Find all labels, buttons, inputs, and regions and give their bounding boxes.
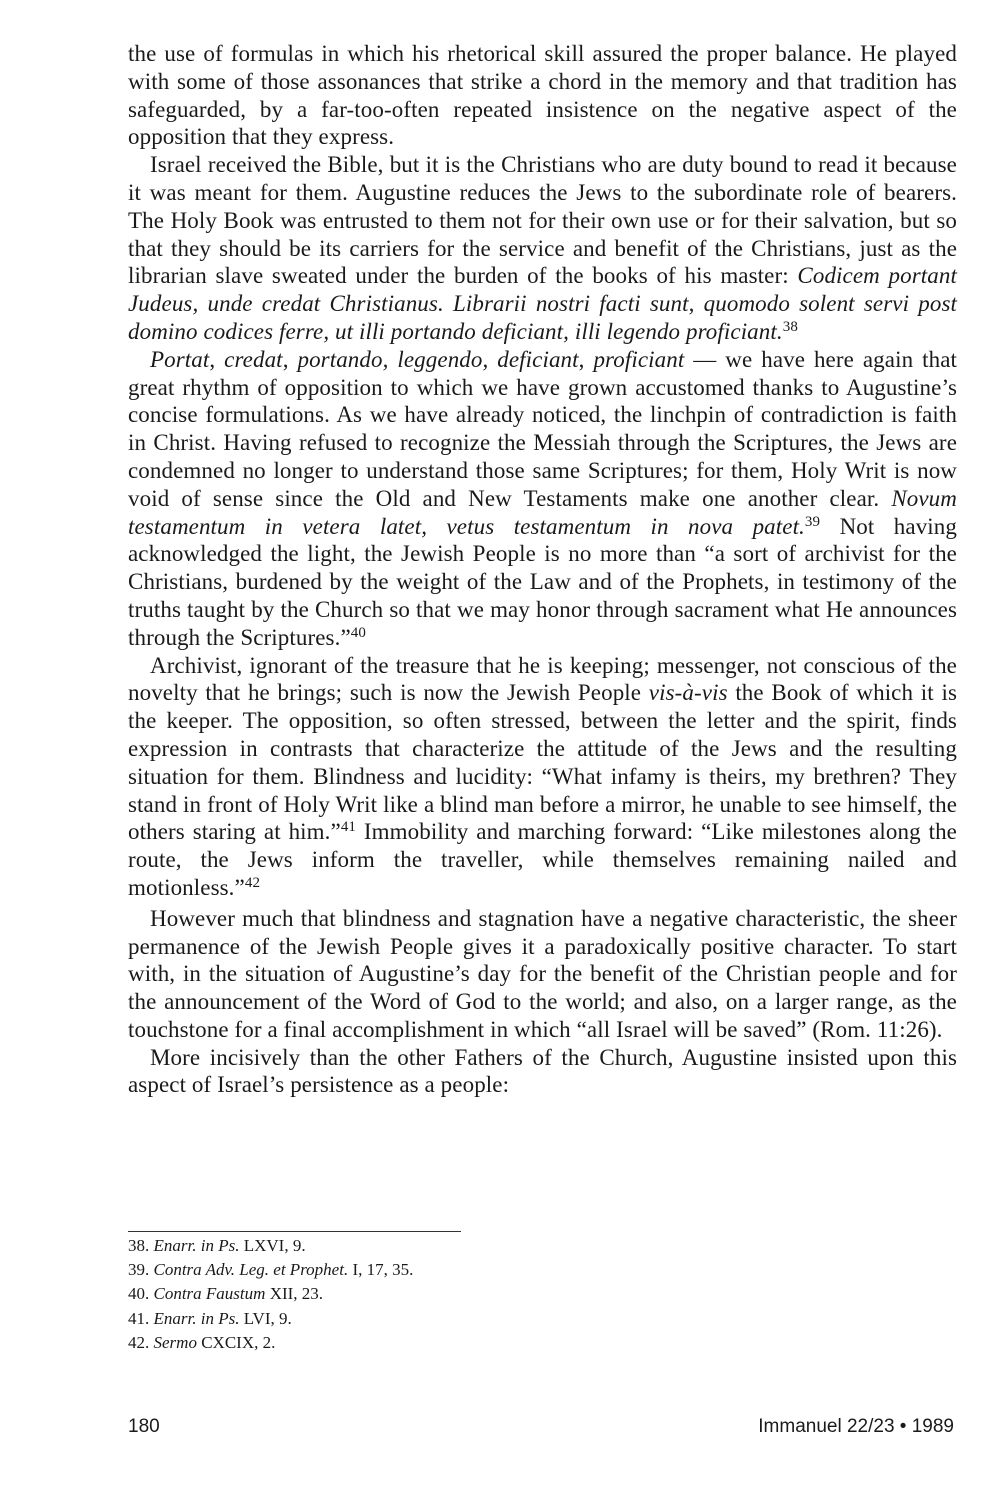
footnote-ref: CXCIX, 2. (201, 1332, 276, 1352)
text-run: More incisively than the other Fathers of the Church, Augustine insisted upon this aspect of Israel’s persistence as a people: (128, 1044, 957, 1098)
text-run: the use of formulas in which his rhetorical skill assured the proper balance. He played with some of those assonances that strike a chord in the memory and that tradition has safeguarded, by a far-too-often repeated insistence on the negative aspect of the opposition that they express. (128, 41, 957, 150)
paragraph (128, 652, 957, 902)
page-footer (128, 1416, 954, 1438)
footnote-number: 40. (128, 1284, 150, 1304)
text-run: , (578, 346, 594, 372)
italic-text: proficiant (593, 346, 685, 372)
text-run: , (282, 346, 298, 372)
text-run: — we have here again that great rhythm of opposition to which we have grown accustomed thanks to Augustine’s concise formulations. As we have already noticed, the linchpin of contradiction is faith in Christ. Having refused to recognize the Messiah through the Scriptures, the Jews are condemned no longer to understand those same Scriptures; for them, Holy Writ is now void of sense since the Old and New Testaments make one another clear. (128, 346, 957, 511)
italic-text: vis-à-vis (648, 680, 728, 706)
footnote-title: Contra Adv. Leg. et Prophet. (153, 1260, 349, 1280)
footnote-title: Enarr. in Ps. (153, 1308, 240, 1328)
footnote-38 (128, 1234, 628, 1258)
paragraph (128, 905, 957, 1044)
text-run: Archivist, ignorant of the treasure that he is keeping; messenger, not conscious of the novelty that he brings; such is now the Jewish People (128, 652, 957, 706)
footnote-marker: 40 (350, 624, 366, 641)
body-text (128, 40, 957, 1099)
footnote-title: Contra Faustum (153, 1284, 266, 1304)
footnote-number: 38. (128, 1236, 150, 1255)
italic-text: Novum testamentum in vetera latet, vetus testamentum in nova patet. (128, 485, 957, 539)
footnote-41 (128, 1307, 628, 1331)
footnote-ref: LXVI, 9. (243, 1236, 306, 1255)
page-body (128, 40, 957, 1099)
paragraph (128, 40, 957, 151)
journal-citation: Immanuel 22/23 • 1989 (758, 1416, 954, 1437)
page-number: 180 (128, 1416, 160, 1437)
text-run: Israel received the Bible, but it is the Christians who are duty bound to read it because it was meant for them. Augustine reduces the Jews to the subordinate role of bearers. The Holy Book was entrusted to them not for their own use or for their salvation, but so that they should be its carriers for the service and benefit of the Christians, just as the librarian slave sweated under the burden of the books of his master: (128, 152, 957, 289)
italic-text: credat (224, 346, 283, 372)
footnote-number: 41. (128, 1308, 150, 1328)
footnote-40 (128, 1282, 628, 1306)
footnote-title: Enarr. in Ps. (153, 1236, 240, 1255)
footnote-ref: I, 17, 35. (352, 1260, 414, 1280)
footnote-42 (128, 1331, 628, 1355)
text-run: Immobility and marching forward: “Like milestones along the route, the Jews inform the traveller, while themselves remaining nailed and motionless.” (128, 819, 957, 900)
italic-text: Portat (150, 346, 210, 372)
text-run: Not having acknowledged the light, the Jewish People is no more than “a sort of archivist for the Christians, burdened by the weight of the Law and of the Prophets, in testimony of the truths taught by the Church so that we may honor through sacrament what He announces through the Scriptures.” (128, 513, 958, 650)
footnote-marker: 38 (782, 318, 798, 335)
footnote-ref: LVI, 9. (243, 1308, 292, 1328)
paragraph (128, 346, 957, 652)
footnote-marker: 39 (804, 513, 821, 530)
paragraph (128, 1044, 957, 1100)
text-run: However much that blindness and stagnation have a negative characteristic, the sheer permanence of the Jewish People gives it a paradoxically positive character. To start with, in the situation of Augustine’s day for the benefit of the Christian people and for the announcement of the Word of God to the world; and also, on a larger range, as the touchstone for a final accomplishment in which “all Israel will be saved” (Rom. 11:26). (128, 905, 957, 1042)
footnote-marker: 42 (244, 874, 261, 891)
footnote-title: Sermo (153, 1332, 197, 1352)
footnotes (128, 1231, 628, 1355)
footnote-number: 39. (128, 1260, 150, 1280)
text-run: the Book of which it is the keeper. The opposition, so often stressed, between the letter and the spirit, finds expression in contrasts that characterize the attitude of the Jews and the resulting situation for them. Blindness and lucidity: “What infamy is theirs, my brethren? They stand in front of Holy Writ like a blind man before a mirror, he unable to see himself, the others staring at him.” (128, 680, 957, 845)
footnote-rule (128, 1231, 461, 1232)
italic-text: Codicem portant Judeus, unde credat Christianus. Librarii nostri facti sunt, quomodo solent servi post domino codices ferre, ut illi portando deficiant, illi legendo proficiant. (128, 263, 957, 344)
footnote-number: 42. (128, 1332, 150, 1352)
footnote-39 (128, 1258, 628, 1282)
footnote-ref: XII, 23. (269, 1284, 324, 1304)
footnote-marker: 41 (340, 819, 357, 836)
italic-text: portando, leggendo, deficiant (297, 346, 579, 372)
paragraph (128, 151, 957, 346)
text-run: , (209, 346, 225, 372)
